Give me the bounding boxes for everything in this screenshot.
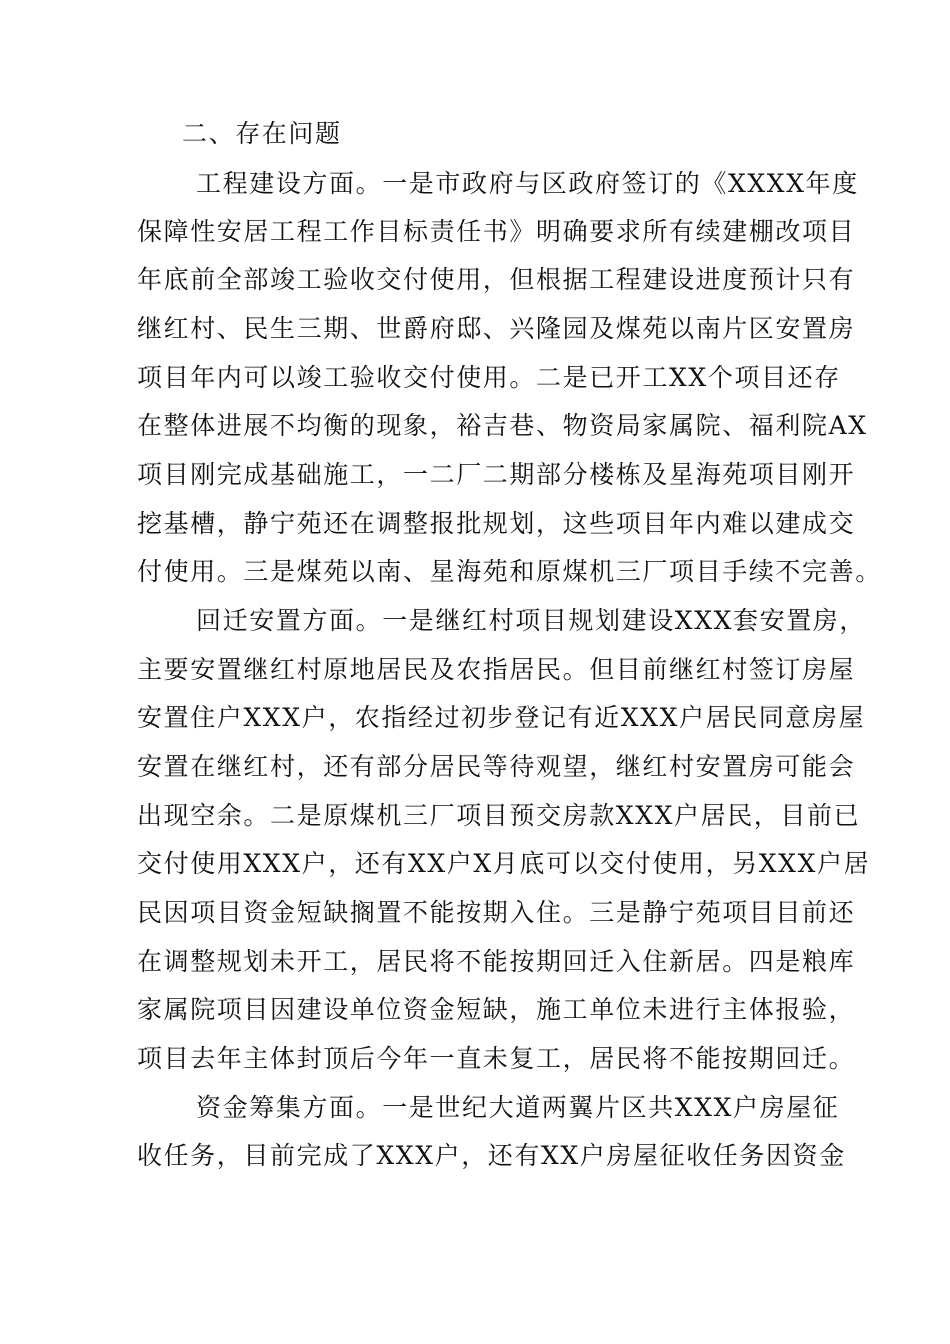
paragraph-line: 付使用。三是煤苑以南、星海苑和原煤机三厂项目手续不完善。 [137,557,882,586]
paragraph-line: 工程建设方面。一是市政府与区政府签订的《XXXX年度 [196,169,859,198]
paragraph-line: 在整体进展不均衡的现象，裕吉巷、物资局家属院、福利院AX [137,411,868,440]
paragraph-line: 民因项目资金短缺搁置不能按期入住。三是静宁苑项目目前还 [137,898,856,927]
paragraph-line: 主要安置继红村原地居民及农指居民。但目前继红村签订房屋 [137,655,856,684]
paragraph-line: 挖基槽，静宁苑还在调整报批规划，这些项目年内难以建成交 [137,509,856,538]
paragraph-line: 安置在继红村，还有部分居民等待观望，继红村安置房可能会 [137,752,856,781]
paragraph-line: 回迁安置方面。一是继红村项目规划建设XXX套安置房， [196,606,866,635]
paragraph-line: 项目去年主体封顶后今年一直未复工，居民将不能按期回迁。 [137,1044,856,1073]
paragraph-line: 继红村、民生三期、世爵府邸、兴隆园及煤苑以南片区安置房 [137,314,856,343]
paragraph-line: 交付使用XXX户，还有XX户X月底可以交付使用，另XXX户居 [137,849,871,878]
paragraph-line: 项目年内可以竣工验收交付使用。二是已开工XX个项目还存 [137,363,841,392]
paragraph-line: 资金筹集方面。一是世纪大道两翼片区共XXX户房屋征 [196,1093,840,1122]
section-heading: 二、存在问题 [182,119,342,148]
paragraph-line: 家属院项目因建设单位资金短缺，施工单位未进行主体报验， [137,995,856,1024]
paragraph-line: 在调整规划未开工，居民将不能按期回迁入住新居。四是粮库 [137,947,856,976]
paragraph-line: 项目刚完成基础施工，一二厂二期部分楼栋及星海苑项目刚开 [137,460,856,489]
paragraph-line: 安置住户XXX户，农指经过初步登记有近XXX户居民同意房屋 [137,703,866,732]
paragraph-line: 保障性安居工程工作目标责任书》明确要求所有续建棚改项目 [137,217,856,246]
paragraph-line: 收任务，目前完成了XXX户，还有XX户房屋征收任务因资金 [137,1141,846,1170]
paragraph-line: 出现空余。二是原煤机三厂项目预交房款XXX户居民，目前已 [137,801,861,830]
paragraph-line: 年底前全部竣工验收交付使用，但根据工程建设进度预计只有 [137,265,856,294]
